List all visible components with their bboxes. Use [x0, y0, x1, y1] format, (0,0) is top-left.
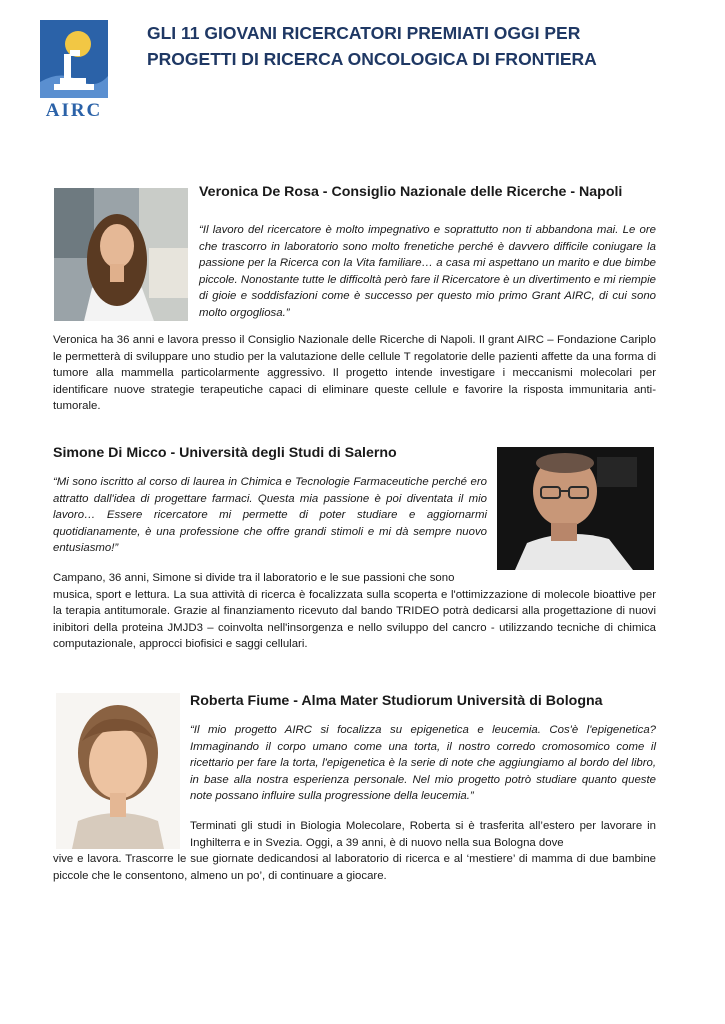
- researcher-bio: vive e lavora. Trascorre le sue giornate dedicandosi al laboratorio di ricerca e al ‘mestiere’ di mamma di due bambine piccole che le consentono, almeno un po’, di continuare a giocare.: [53, 853, 656, 882]
- researcher-quote: “Mi sono iscritto al corso di laurea in Chimica e Tecnologie Farmaceutiche perché ero attratto dall'idea di progettare farmaci. Questa mia passione è poi diventata il mio lavoro… Essere ricercatore mi permette di poter studiare e aggiornarmi quotidianamente, è una professione che offre grandi stimoli e mi dà sempre nuovo entusiasmo!”: [53, 476, 487, 555]
- page-title: GLI 11 GIOVANI RICERCATORI PREMIATI OGGI PER PROGETTI DI RICERCA ONCOLOGICA DI FRONTIERA: [147, 23, 597, 69]
- airc-logo: [40, 20, 108, 120]
- researcher-bio: Veronica ha 36 anni e lavora presso il Consiglio Nazionale delle Ricerche di Napoli. Il grant AIRC – Fondazione Cariplo le permetterà di sviluppare uno studio per la valutazione delle cellule T regolatorie delle pazienti affette da una forma di tumore alla mammella particolarmente aggressivo. Il progetto intende investigare i meccanismi molecolari per identificare nuove strategie terapeutiche capaci di eliminare queste cellule e favorire la risposta immunitaria anti-tumorale.: [53, 334, 656, 413]
- veronica-photo: [54, 188, 188, 321]
- researcher-name: Simone Di Micco - Università degli Studi di Salerno: [53, 445, 397, 461]
- researcher-name: Roberta Fiume - Alma Mater Studiorum Università di Bologna: [190, 693, 603, 709]
- simone-photo: [497, 447, 654, 570]
- researcher-name: Veronica De Rosa - Consiglio Nazionale delle Ricerche - Napoli: [199, 184, 623, 200]
- researcher-bio: musica, sport e lettura. La sua attività di ricerca è focalizzata sulla scoperta e l'ottimizzazione di molecole bioattive per la terapia antitumorale. Grazie al finanziamento ricevuto dal bando TRIDEO potrà dedicarsi alla progettazione di nuovi inibitori della proteina JMJD3 – coinvolta nell'insorgenza e nello sviluppo del cancro - utilizzando tecniche di chimica computazionale, approcci biofisici e saggi cellulari.: [53, 588, 656, 651]
- researcher-bio-indent: Terminati gli studi in Biologia Molecolare, Roberta si è trasferita all’estero per lavorare in Inghilterra e in Svezia. Oggi, a 39 anni, è di nuovo nella sua Bologna dove: [190, 820, 656, 849]
- researcher-bio-first-line: Campano, 36 anni, Simone si divide tra il laboratorio e le sue passioni che sono: [53, 572, 455, 584]
- researcher-quote: “Il mio progetto AIRC si focalizza su epigenetica e leucemia. Cos'è l'epigenetica? Immaginando il corpo umano come una torta, il nostro corredo cromosomico come il ricettario per fare la torta, l'epigenetica è la serie di note che aggiungiamo al bordo del libro, in base alla nostra esperienza personale. Nel mio progetto potrò studiare quanto queste note possano influire sulla progressione della leucemia.”: [190, 724, 656, 803]
- logo-text: AIRC: [45, 100, 103, 121]
- roberta-photo: [56, 693, 180, 849]
- researcher-quote: “Il lavoro del ricercatore è molto impegnativo e soprattutto non ti abbandona mai. Le ore che trascorro in laboratorio sono molto frenetiche perché è davvero difficile coniugare la passione per la Ricerca con la Vita familiare… a casa mi aspettano un marito e due bimbe piccole. Nonostante tutte le difficoltà però fare il Ricercatore è un divertimento e mi riempie di gioie e soddisfazioni come è successo per questo mio primo Grant AIRC, di cui sono molto orgogliosa.”: [199, 224, 656, 319]
